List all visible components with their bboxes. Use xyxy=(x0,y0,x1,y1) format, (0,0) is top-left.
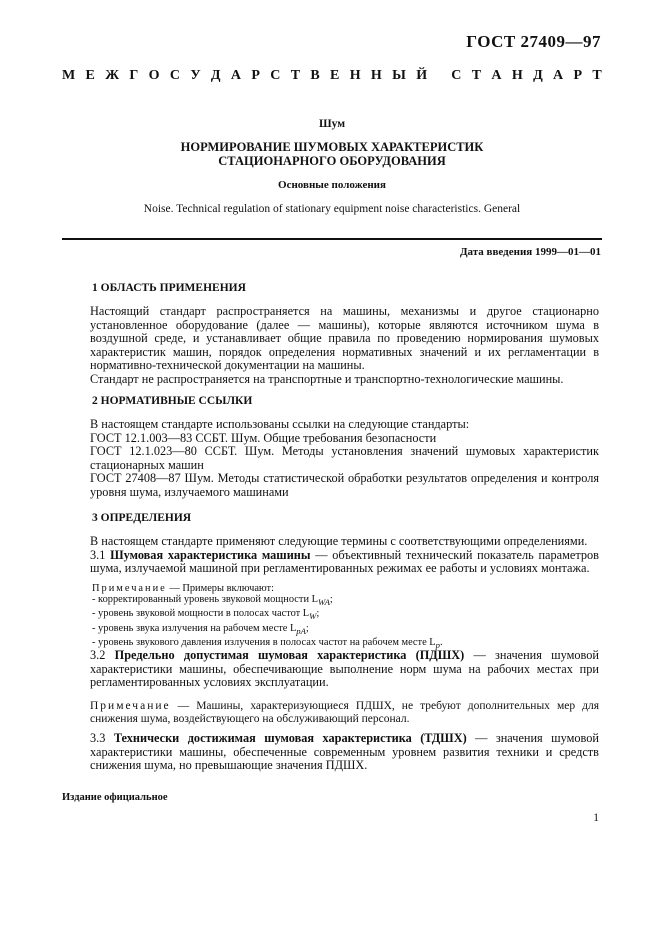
section-2-body xyxy=(62,418,599,500)
note-item: - уровень звуковой мощности в полосах частот $L_W$; xyxy=(92,608,320,622)
section-1-para-2: Стандарт не распространяется на транспортные и транспортно-технологические машины. xyxy=(90,371,564,386)
banner-letter: Р xyxy=(251,68,260,83)
section-3-intro: В настоящем стандарте применяют следующие термины с соответствующими определениями. xyxy=(90,534,588,548)
banner-letter: В xyxy=(310,68,320,83)
note-item-text: - корректированный уровень звуковой мощности L xyxy=(92,594,318,606)
note-subscript: p xyxy=(435,640,440,651)
banner-letter: С xyxy=(270,68,281,83)
banner-letter: Д xyxy=(533,68,543,83)
note-item-text: - уровень звукового давления излучения в полосах частот на рабочем месте L xyxy=(92,637,436,649)
section-3-body xyxy=(62,535,599,576)
section-2-heading: 2 НОРМАТИВНЫЕ ССЫЛКИ xyxy=(92,395,253,407)
note-item: - уровень звука излучения на рабочем месте $L_{pA}$; xyxy=(92,622,309,636)
note-item: - уровень звукового давления излучения в полосах частот на рабочем месте $L_p$. xyxy=(92,637,443,651)
definition-number: 3.2 xyxy=(90,648,106,662)
note-subscript: WA xyxy=(317,597,330,608)
note-item: - корректированный уровень звуковой мощности $L_{WA}$; xyxy=(92,594,333,608)
title-line-2: СТАЦИОНАРНОГО ОБОРУДОВАНИЯ xyxy=(218,154,446,168)
definition-text: — значения шумовой характеристики машины, обеспеченные современным уровнем развития техники и средств снижения шума, но превышающие значения ПДШХ. xyxy=(90,731,599,773)
banner-letter: Г xyxy=(129,68,139,83)
reference-1: ГОСТ 12.1.003—83 ССБТ. Шум. Общие требования безопасности xyxy=(90,430,437,445)
note-1 xyxy=(92,583,443,651)
banner-letter: Й xyxy=(416,68,428,83)
banner-letter: Ж xyxy=(105,68,120,83)
reference-3: ГОСТ 27408—87 Шум. Методы статистической обработки результатов определения и контроля уровня шума, излучаемого машинами xyxy=(90,471,599,499)
section-1-body xyxy=(62,305,599,387)
banner-letter: Ы xyxy=(392,68,406,83)
banner-letter: Т xyxy=(471,68,482,83)
english-title: Noise. Technical regulation of stationary equipment noise characteristics. General xyxy=(143,203,521,215)
subject: Шум xyxy=(318,118,346,130)
introduction-date: Дата введения 1999—01—01 xyxy=(459,246,601,258)
definition-term: Технически достижимая шумовая характеристика (ТДШХ) xyxy=(113,731,467,745)
definition-3-3 xyxy=(62,732,599,773)
definition-text: — значения шумовой характеристики машины, обеспечивающие выполнение норм шума на рабочих местах при регламентированных условиях эксплуатации. xyxy=(90,648,599,690)
section-2-intro: В настоящем стандарте использованы ссылки на следующие стандарты: xyxy=(90,417,470,431)
banner-letter: С xyxy=(451,68,462,83)
standard-banner xyxy=(62,68,602,84)
banner-letter: Н xyxy=(511,68,523,83)
definition-text: — объективный технический показатель параметров шума, излучаемой машиной при регламентированных режимах ее работы и условиях монтажа. xyxy=(90,547,599,576)
definition-3-2 xyxy=(62,649,599,690)
banner-letter: Т xyxy=(290,68,301,83)
reference-2: ГОСТ 12.1.023—80 ССБТ. Шум. Методы установления значений шумовых характеристик стационарных машин xyxy=(90,444,599,472)
note-intro: — Примеры включают: xyxy=(169,583,274,594)
note-2 xyxy=(62,700,599,726)
note-subscript: pA xyxy=(296,625,306,636)
official-edition: Издание официальное xyxy=(62,792,168,803)
banner-letter: Е xyxy=(330,68,340,83)
banner-letter: Д xyxy=(210,68,221,83)
banner-letter: А xyxy=(230,68,242,83)
note-item-text: - уровень звука излучения на рабочем месте L xyxy=(92,622,297,634)
note-label: Примечание xyxy=(92,583,167,594)
banner-letter: Н xyxy=(370,68,382,83)
definition-term: Предельно допустимая шумовая характеристика (ПДШХ) xyxy=(114,648,465,662)
section-1-heading: 1 ОБЛАСТЬ ПРИМЕНЕНИЯ xyxy=(92,282,246,294)
subtitle: Основные положения xyxy=(278,179,386,191)
banner-letter: У xyxy=(190,68,201,83)
definition-number: 3.3 xyxy=(90,731,106,745)
banner-letter xyxy=(437,68,441,84)
banner-letter: Р xyxy=(573,68,583,83)
title-line-1: НОРМИРОВАНИЕ ШУМОВЫХ ХАРАКТЕРИСТИК xyxy=(180,140,484,154)
section-3-heading: 3 ОПРЕДЕЛЕНИЯ xyxy=(92,512,192,524)
banner-letter: А xyxy=(491,68,502,83)
page-number: 1 xyxy=(593,812,599,824)
document-title xyxy=(62,140,602,168)
note-text: — Машины, характеризующиеся ПДШХ, не требуют дополнительных мер для снижения шума, воздействующего на обслуживающий персонал. xyxy=(90,700,599,726)
banner-letter: Т xyxy=(592,68,602,83)
note-item-text: - уровень звуковой мощности в полосах частот L xyxy=(92,608,310,620)
divider xyxy=(62,238,602,240)
section-1-para-1: Настоящий стандарт распространяется на машины, механизмы и другое стационарно установленное оборудование (далее — машины), которые являются источником шума в воздушной среде, и устанавливает общие правила по проведению нормирования шумовых характеристик машин, порядок определения нормативных значений и их регламентации в нормативно-технической документации на машины. xyxy=(90,304,599,373)
banner-letter: О xyxy=(148,68,160,83)
definition-3-1 xyxy=(62,549,599,576)
note-label: Примечание xyxy=(90,700,171,712)
banner-letter: С xyxy=(169,68,180,83)
banner-letter: М xyxy=(62,68,76,83)
definition-term: Шумовая характеристика машины xyxy=(110,547,311,562)
banner-letter: А xyxy=(553,68,564,83)
note-subscript: W xyxy=(309,611,317,622)
gost-number: ГОСТ 27409—97 xyxy=(466,32,601,51)
banner-letter: Н xyxy=(349,68,361,83)
definition-number: 3.1 xyxy=(90,547,106,562)
banner-letter: Е xyxy=(85,68,95,83)
